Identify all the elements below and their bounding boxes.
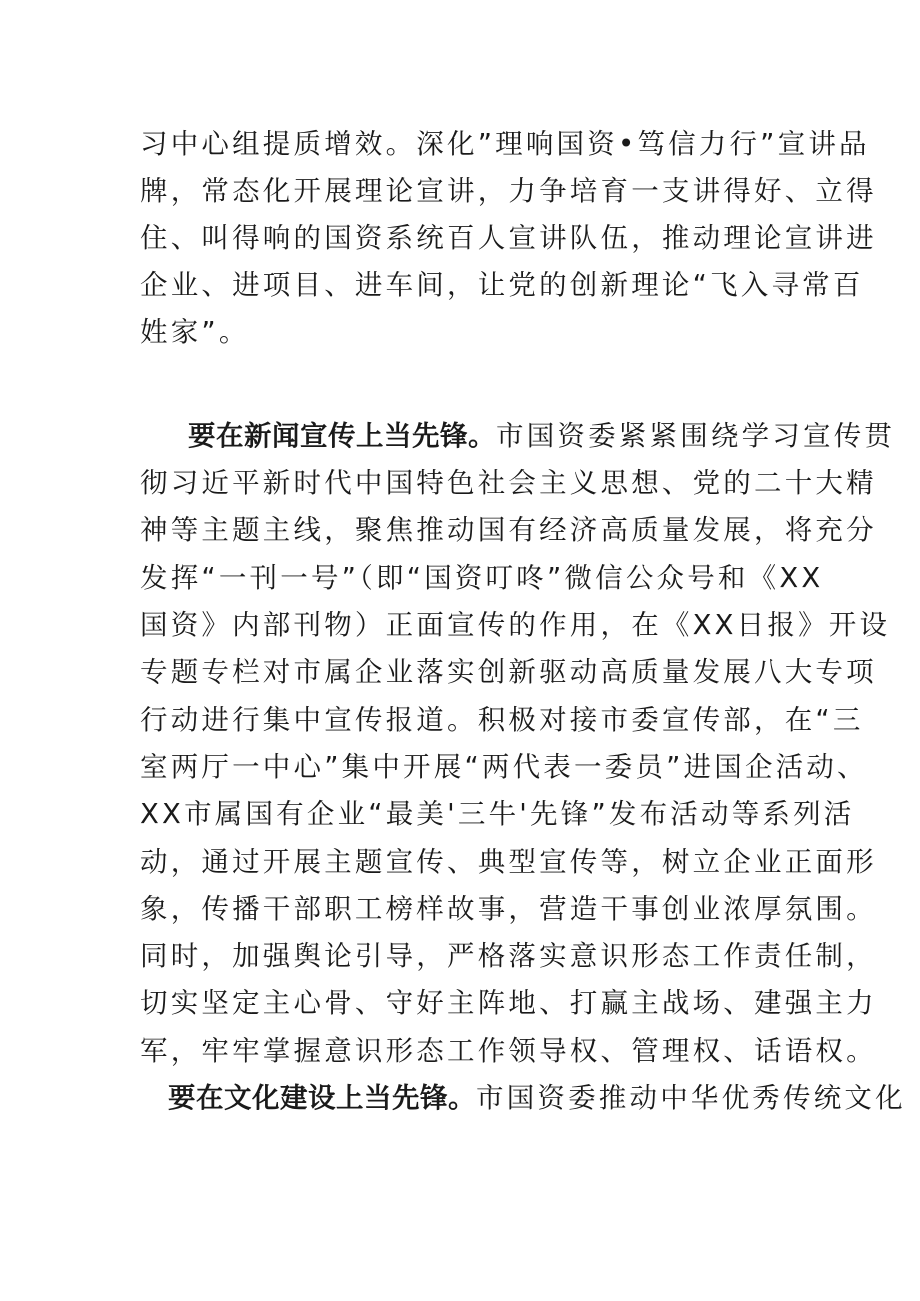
paragraph-1-line-5: 姓家”。 (140, 316, 250, 348)
paragraph-1-line-4: 企业、进项目、进车间，让党的创新理论“飞入寻常百 (140, 269, 864, 301)
paragraph-2-line-3: 神等主题主线，聚焦推动国有经济高质量发展，将充分 (140, 514, 877, 546)
paragraph-2-line-10: 动，通过开展主题宣传、典型宣传等，树立企业正面形 (140, 846, 877, 878)
paragraph-2-line-7: 行动进行集中宣传报道。积极对接市委宣传部，在“三 (140, 704, 864, 736)
paragraph-2-line-1 (188, 420, 896, 452)
paragraph-2-line-2: 彻习近平新时代中国特色社会主义思想、党的二十大精 (140, 467, 877, 499)
paragraph-2-line-4: 发挥“一刊一号”（即“国资叮咚”微信公众号和《XX (140, 562, 824, 594)
paragraph-2-heading: 要在新闻宣传上当先锋。 (188, 420, 496, 452)
paragraph-1-line-3: 住、叫得响的国资系统百人宣讲队伍，推动理论宣讲进 (140, 222, 877, 254)
paragraph-2-line-13: 切实坚定主心骨、守好主阵地、打赢主战场、建强主力 (140, 987, 877, 1019)
paragraph-3-first-line-rest: 市国资委推动中华优秀传统文化 (476, 1082, 906, 1114)
paragraph-2-line-9: XX市属国有企业“最美'三牛'先锋”发布活动等系列活 (140, 798, 855, 830)
paragraph-2-line-6: 专题专栏对市属企业落实创新驱动高质量发展八大专项 (140, 656, 877, 688)
paragraph-2-line-5: 国资》内部刊物）正面宣传的作用，在《XX日报》开设 (140, 609, 891, 641)
paragraph-2-line-11: 象，传播干部职工榜样故事，营造干事创业浓厚氛围。 (140, 893, 877, 925)
paragraph-2-first-line-rest: 市国资委紧紧围绕学习宣传贯 (496, 420, 896, 452)
paragraph-1-line-1: 习中心组提质增效。深化”理响国资•笃信力行”宣讲品 (140, 128, 870, 160)
paragraph-3-heading: 要在文化建设上当先锋。 (168, 1082, 476, 1114)
paragraph-1-line-2: 牌，常态化开展理论宣讲，力争培育一支讲得好、立得 (140, 175, 877, 207)
paragraph-2-line-14: 军，牢牢掌握意识形态工作领导权、管理权、话语权。 (140, 1035, 877, 1067)
paragraph-2-line-8: 室两厅一中心”集中开展“两代表一委员”进国企活动、 (140, 751, 868, 783)
paragraph-2-line-12: 同时，加强舆论引导，严格落实意识形态工作责任制， (140, 940, 877, 972)
paragraph-3-line-1 (168, 1082, 906, 1114)
